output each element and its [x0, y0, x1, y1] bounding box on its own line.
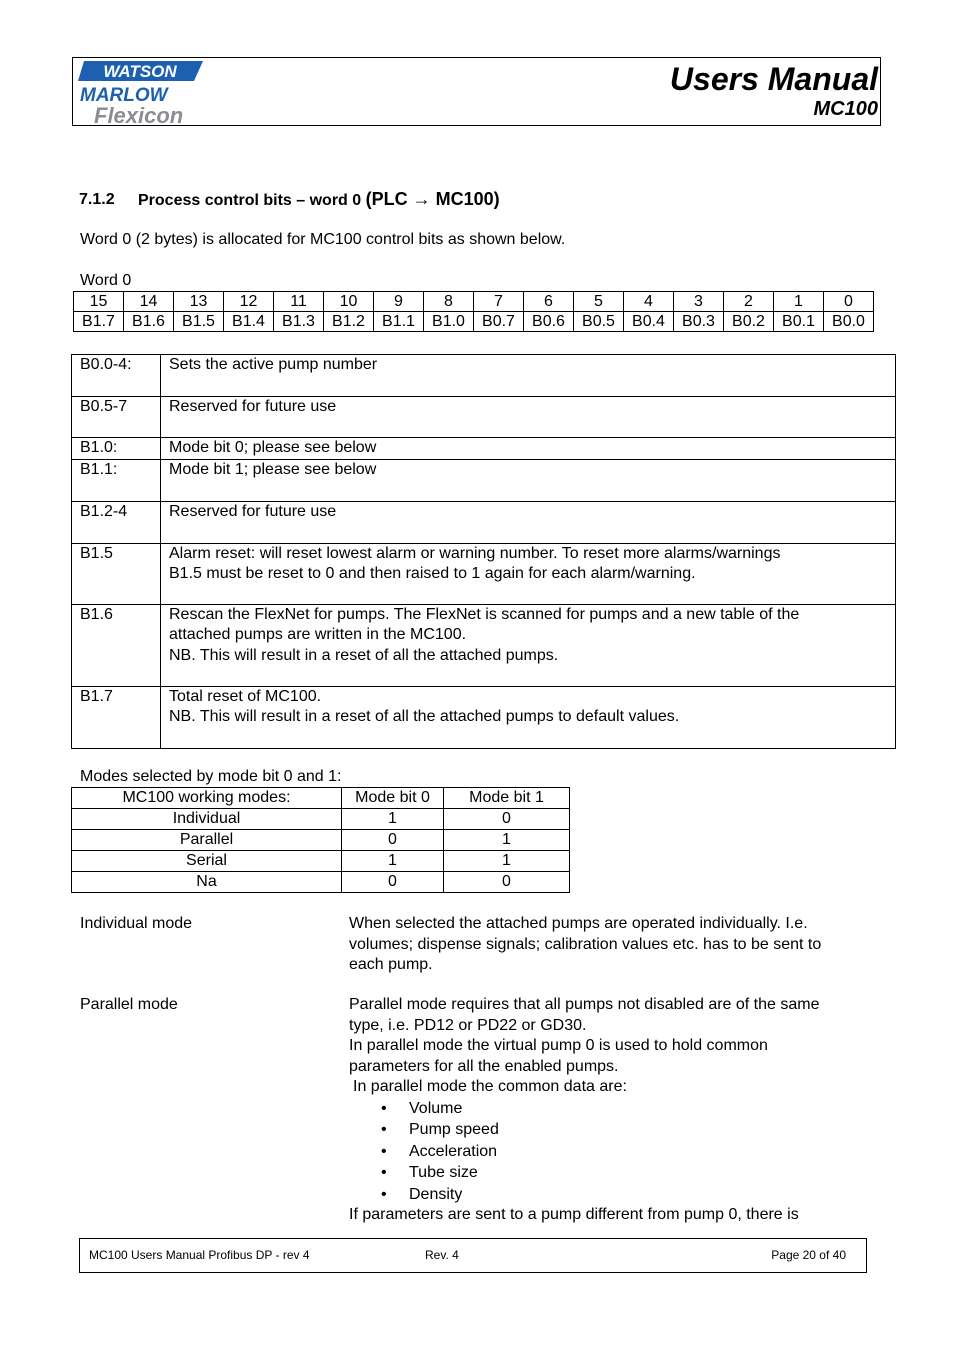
description-line: type, i.e. PD12 or PD22 or GD30.	[349, 1016, 587, 1034]
modes-row	[72, 809, 570, 830]
modes-table	[71, 787, 570, 893]
bullet-icon: •	[381, 1099, 387, 1117]
section-number: 7.1.2	[79, 191, 115, 208]
description-line: parameters for all the enabled pumps.	[349, 1057, 619, 1075]
modes-header-cell: Mode bit 0	[342, 788, 444, 809]
bit-name-cell: B1.3	[274, 312, 324, 332]
mode-bit0-cell: 1	[342, 851, 444, 872]
bit-text-line: NB. This will result in a reset of all the attached pumps.	[169, 646, 559, 664]
bit-name-cell: B1.2	[324, 312, 374, 332]
bit-text-line: Reserved for future use	[169, 502, 337, 520]
bit-name-cell: B0.3	[674, 312, 724, 332]
bit-text-cell	[161, 355, 896, 397]
individual-mode-label: Individual mode	[80, 915, 193, 932]
footer-document-name: MC100 Users Manual Profibus DP - rev 4	[89, 1248, 310, 1262]
list-item: • Pump speed	[349, 1119, 879, 1141]
bit-name-cell: B1.4	[224, 312, 274, 332]
bit-text-cell	[161, 459, 896, 501]
bit-description-table	[71, 354, 896, 749]
mode-bit1-cell: 0	[444, 872, 570, 893]
svg-text:MARLOW: MARLOW	[80, 85, 168, 106]
mode-bit0-cell: 0	[342, 830, 444, 851]
bit-name-cell: B0.4	[624, 312, 674, 332]
bit-number-cell: 4	[624, 292, 674, 312]
modes-header-cell: MC100 working modes:	[72, 788, 342, 809]
modes-header-row	[72, 788, 570, 809]
bit-number-cell: 6	[524, 292, 574, 312]
bullet-icon: •	[381, 1185, 387, 1203]
common-data-intro: In parallel mode the common data are:	[353, 1078, 627, 1095]
footer-page-number: Page 20 of 40	[771, 1248, 846, 1262]
bit-description-row	[72, 501, 896, 543]
description-line: Parallel mode requires that all pumps not disabled are of the same	[349, 996, 820, 1013]
bit-text-line: attached pumps are written in the MC100.	[169, 626, 467, 643]
bit-id-cell: B1.1:	[72, 459, 161, 501]
bit-number-cell: 7	[474, 292, 524, 312]
section-title-direction: (PLC → MC100)	[365, 189, 500, 209]
bit-name-cell: B1.1	[374, 312, 424, 332]
bit-id-cell: B1.5	[72, 543, 161, 604]
bit-id-cell: B0.5-7	[72, 397, 161, 438]
watson-marlow-flexicon-logo	[76, 59, 206, 125]
bit-id-cell: B1.2-4	[72, 501, 161, 543]
bit-description-row	[72, 543, 896, 604]
list-item: • Density	[349, 1184, 879, 1206]
bit-id-cell: B1.7	[72, 686, 161, 748]
document-subtitle: MC100	[813, 98, 878, 120]
parallel-mode-label: Parallel mode	[80, 996, 178, 1013]
bit-text-line: Reserved for future use	[169, 398, 337, 415]
bit-description-row	[72, 459, 896, 501]
bit-id-cell: B0.0-4:	[72, 355, 161, 397]
modes-row	[72, 872, 570, 893]
mode-bit0-cell: 1	[342, 809, 444, 830]
description-line: each pump.	[349, 956, 433, 973]
bit-description-row	[72, 604, 896, 686]
bit-text-line: Alarm reset: will reset lowest alarm or warning number. To reset more alarms/warnings	[169, 544, 781, 562]
svg-text:Flexicon: Flexicon	[94, 103, 184, 125]
bit-number-cell: 0	[824, 292, 874, 312]
mode-bit1-cell: 0	[444, 809, 570, 830]
bit-text-line: Mode bit 0; please see below	[169, 439, 377, 456]
document-title: Users Manual	[669, 61, 878, 97]
mode-bit1-cell: 1	[444, 830, 570, 851]
bit-name-cell: B1.6	[124, 312, 174, 332]
bit-description-row	[72, 355, 896, 397]
description-line: In parallel mode the virtual pump 0 is used to hold common	[349, 1037, 768, 1054]
bit-text-line: Total reset of MC100.	[169, 687, 322, 705]
bit-text-cell	[161, 501, 896, 543]
mode-name-cell: Na	[72, 872, 342, 893]
bit-name-cell: B0.1	[774, 312, 824, 332]
bit-number-cell: 13	[174, 292, 224, 312]
bit-description-row	[72, 397, 896, 438]
modes-intro: Modes selected by mode bit 0 and 1:	[80, 768, 342, 785]
bit-number-cell: 15	[74, 292, 124, 312]
bit-name-cell: B0.2	[724, 312, 774, 332]
bit-number-row	[74, 292, 874, 312]
modes-header-cell: Mode bit 1	[444, 788, 570, 809]
bit-number-cell: 1	[774, 292, 824, 312]
parallel-mode-description	[349, 995, 879, 1226]
bit-number-cell: 5	[574, 292, 624, 312]
bit-text-cell	[161, 543, 896, 604]
bit-number-cell: 2	[724, 292, 774, 312]
bit-number-cell: 12	[224, 292, 274, 312]
svg-text:WATSON: WATSON	[103, 62, 177, 81]
bit-number-cell: 11	[274, 292, 324, 312]
bit-name-cell: B1.0	[424, 312, 474, 332]
mode-name-cell: Serial	[72, 851, 342, 872]
bit-text-line: Sets the active pump number	[169, 356, 378, 373]
list-item: • Acceleration	[349, 1141, 879, 1163]
bit-text-cell	[161, 686, 896, 748]
section-title-main: Process control bits – word 0	[138, 192, 366, 209]
bit-name-cell: B0.5	[574, 312, 624, 332]
bit-description-row	[72, 438, 896, 460]
bit-number-cell: 10	[324, 292, 374, 312]
bit-text-line: Rescan the FlexNet for pumps. The FlexNet is scanned for pumps and a new table of the	[169, 605, 800, 623]
bit-id-cell: B1.6	[72, 604, 161, 686]
mode-name-cell: Parallel	[72, 830, 342, 851]
bit-text-line: NB. This will result in a reset of all the attached pumps to default values.	[169, 708, 680, 725]
bit-number-cell: 3	[674, 292, 724, 312]
bullet-icon: •	[381, 1121, 387, 1138]
bit-name-cell: B1.5	[174, 312, 224, 332]
footer-revision: Rev. 4	[425, 1248, 459, 1262]
bit-text-line: B1.5 must be reset to 0 and then raised to 1 again for each alarm/warning.	[169, 565, 696, 582]
list-item: • Volume	[349, 1098, 879, 1120]
bit-number-cell: 9	[374, 292, 424, 312]
list-item: • Tube size	[349, 1162, 879, 1184]
individual-mode-description	[349, 914, 879, 976]
description-line: If parameters are sent to a pump different from pump 0, there is	[349, 1206, 799, 1223]
description-line: When selected the attached pumps are operated individually. I.e.	[349, 915, 808, 932]
section-title	[138, 188, 500, 212]
bit-text-line: Mode bit 1; please see below	[169, 460, 377, 478]
modes-row	[72, 830, 570, 851]
bit-description-row	[72, 686, 896, 748]
bullet-icon: •	[381, 1164, 387, 1181]
bit-number-cell: 8	[424, 292, 474, 312]
bullet-icon: •	[381, 1142, 387, 1160]
bit-name-row	[74, 312, 874, 332]
mode-bit1-cell: 1	[444, 851, 570, 872]
word0-bit-table	[73, 291, 874, 332]
modes-row	[72, 851, 570, 872]
bit-text-cell	[161, 397, 896, 438]
bit-name-cell: B0.6	[524, 312, 574, 332]
word-label: Word 0	[80, 272, 132, 289]
bit-text-cell	[161, 604, 896, 686]
common-data-list	[349, 1098, 879, 1206]
bit-name-cell: B1.7	[74, 312, 124, 332]
bit-name-cell: B0.0	[824, 312, 874, 332]
bit-id-cell: B1.0:	[72, 438, 161, 460]
mode-bit0-cell: 0	[342, 872, 444, 893]
mode-name-cell: Individual	[72, 809, 342, 830]
intro-text: Word 0 (2 bytes) is allocated for MC100 control bits as shown below.	[80, 231, 566, 248]
description-line: volumes; dispense signals; calibration values etc. has to be sent to	[349, 935, 822, 953]
bit-number-cell: 14	[124, 292, 174, 312]
bit-name-cell: B0.7	[474, 312, 524, 332]
bit-text-cell	[161, 438, 896, 460]
